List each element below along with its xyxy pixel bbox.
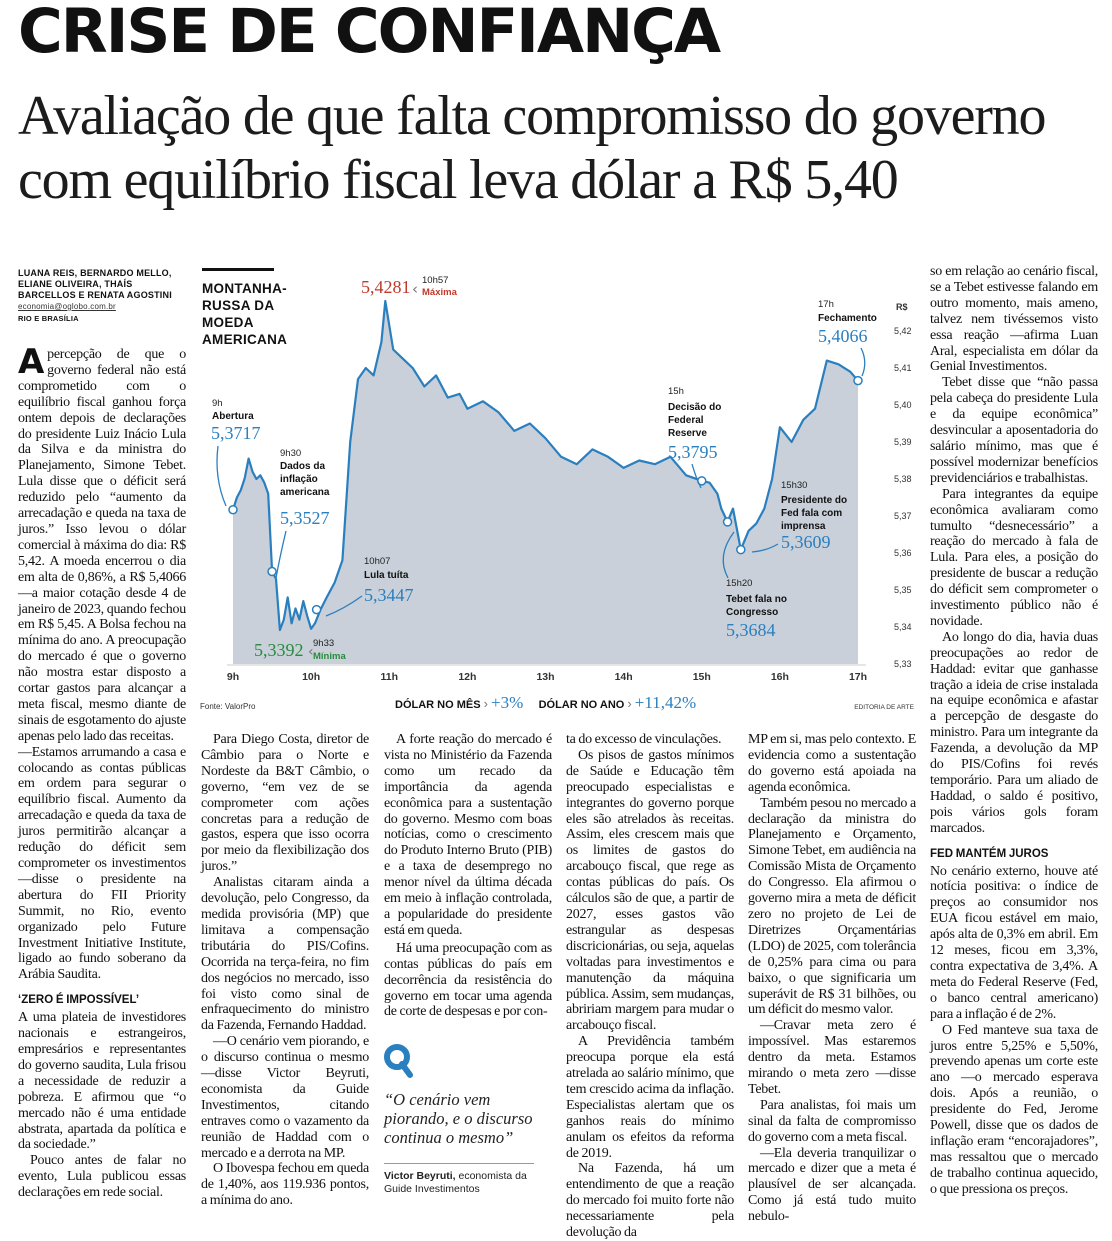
x-tick-label: 17h xyxy=(848,671,868,683)
annotation-time: 15h30 xyxy=(781,480,808,491)
paragraph: Analistas citaram ainda a devolução, pelo Congresso, da medida provisória (MP) que limitava a compensação tributária do PIS/Cofins. Ocorrida na terça-feira, no fim dos negócios no mercado, isso foi visto como sinal de enfraquecimento do ministro da Fazenda, Fernando Haddad. xyxy=(201,875,369,1034)
annotation-label: Lula tuíta xyxy=(364,570,409,581)
annotation-time: 10h07 xyxy=(364,556,391,567)
paragraph: O Fed manteve sua taxa de juros entre 5,25% e 5,50%, prevendo apenas um corte este ano —o mercado esperava dois. Após a reunião, o presidente do Fed, Jerome Powell, disse que os dados de inflação eram “encorajadores”, mas ressaltou que o mercado de trabalho continua aquecido, o que pressiona os preços. xyxy=(930,1022,1098,1197)
paragraph: Na Fazenda, há um entendimento de que a reação do mercado foi muito forte não necessariamente pela devolução da xyxy=(566,1161,734,1241)
chevron-right-icon: › xyxy=(627,696,632,711)
y-tick-label: 5,41 xyxy=(894,363,912,373)
x-tick-label: 9h xyxy=(226,671,240,683)
y-tick-label: 5,34 xyxy=(894,622,912,632)
headline: CRISE DE CONFIANÇA xyxy=(18,0,720,67)
quote-icon xyxy=(384,1043,412,1077)
annotation-arrow xyxy=(861,348,865,376)
annotation-label: Congresso xyxy=(726,607,779,618)
annotation-label: Tebet fala no xyxy=(726,594,787,605)
y-tick-label: 5,35 xyxy=(894,585,912,595)
paragraph: No cenário externo, houve até notícia positiva: o índice de preços ao consumidor nos EUA ficou estável em maio, após alta de 0,3% em abril. Em 12 meses, ficou em 3,3%, contra expectativa de 3,4%. A meta do Federal Reserve (Fed, o banco central americano) para a inflação é de 2%. xyxy=(930,863,1098,1022)
annotation-time: 9h xyxy=(212,398,223,409)
annotation-arrow xyxy=(276,531,286,578)
annotation-label: Mínima xyxy=(313,651,346,662)
annotation-label: americana xyxy=(280,487,330,498)
annotation-label: Máxima xyxy=(422,287,457,298)
paragraph: A Previdência também preocupa porque ela está atrelada ao salário mínimo, que tem crescido acima da inflação. Especialistas alertam que os ganhos reais do mínimo anulam os efeitos da reforma de 2019. xyxy=(566,1034,734,1161)
annotation-label: imprensa xyxy=(781,521,826,532)
paragraph: Para integrantes da equipe econômica avaliaram como tumulto “desnecessário” a reação do mercado à fala de Lula. Para eles, a posição do presidente de buscar a redução do déficit sem comprometer o investimento público não é novidade. xyxy=(930,486,1098,629)
paragraph: Apercepção de que o governo federal não está comprometido com o equilíbrio fiscal ganhou força ontem depois de declarações do presidente Luiz Inácio Lula da Silva e da ministra do Planejamento, Simone Tebet. Lula disse que o déficit será reduzido pelo “aumento da arrecadação e queda na taxa de juros.” Isso levou o dólar comercial à máxima do dia: R$ 5,42. A moeda encerrou o dia em alta de 0,86%, a R$ 5,4066 —a maior cotação desde 4 de janeiro de 2023, quando fechou em R$ 5,45. A Bolsa fechou na mínima do ano. A preocupação do mercado é que o governo não mostra estar disposto a cortar gastos para alcançar a meta fiscal, mesmo diante de sinais de esgotamento do ajuste apenas pelo lado das receitas. xyxy=(18,342,186,744)
data-point-marker xyxy=(854,377,862,385)
year-value: +11,42% xyxy=(634,693,697,712)
chart-source: Fonte: ValorPro xyxy=(200,702,256,711)
paragraph: Tebet disse que “não passa pela cabeça do presidente Lula e da equipe econômica” desvincular a aposentadoria do salário mínimo, mas que é possível modernizar benefícios previdenciários e trabalhistas. xyxy=(930,375,1098,486)
data-point-marker xyxy=(313,606,321,614)
section-heading: FED MANTÉM JUROS xyxy=(930,847,1049,860)
article-column-4 xyxy=(566,732,734,1241)
article-column-5 xyxy=(748,732,916,1225)
article-column-1 xyxy=(18,342,186,1201)
annotation-time: 9h30 xyxy=(280,448,302,459)
y-axis-unit: R$ xyxy=(896,302,908,312)
annotation-value: 5,3527 xyxy=(280,508,330,528)
annotation-value: 5,4066 xyxy=(818,326,868,346)
quote-role: economista da Guide Investimentos xyxy=(384,1170,527,1195)
paragraph: Também pesou no mercado a declaração da ministra do Planejamento e Orçamento, Simone Tebet, em audiência na Comissão Mista de Orçamento do Congresso. Ela afirmou o governo mira a meta de déficit zero no projeto de Lei de Diretrizes Orçamentárias (LDO) de 2025, com tolerância de 0,25% para cima ou para baixo, o que significaria um superávit de R$ 31 bilhões, ou um déficit do mesmo valor. xyxy=(748,795,916,1018)
month-value: +3% xyxy=(491,693,524,712)
deck-subheadline: Avaliação de que falta compromisso do governo com equilíbrio fiscal leva dólar a R$ 5,40 xyxy=(18,85,1046,211)
paragraph: Ao longo do dia, havia duas preocupações ao redor de Haddad: evitar que ganhasse tração a ideia de crise instalada na equipe econômica e afastar a percepção de desgaste do ministro. Para um integrante da Fazenda, a devolução da MP do PIS/Cofins foi revés temporário. Para um aliado de Haddad, o saldo é positivo, pois vários gols foram marcados. xyxy=(930,629,1098,836)
paragraph: Para Diego Costa, diretor de Câmbio para o Norte e Nordeste da B&T Câmbio, o governo, “em vez de se comprometer com ações concretas para a redução de gastos, espera que isso ocorra por meio da flexibilização dos juros.” xyxy=(201,732,369,875)
paragraph: Pouco antes de falar no evento, Lula publicou essas declarações em rede social. xyxy=(18,1153,186,1201)
year-label: DÓLAR NO ANO xyxy=(538,699,625,711)
annotation-time: 9h33 xyxy=(313,638,335,649)
month-label: DÓLAR NO MÊS xyxy=(395,699,481,711)
chevron-right-icon: › xyxy=(483,696,488,711)
y-tick-label: 5,39 xyxy=(894,437,912,447)
paragraph: A uma plateia de investidores nacionais e estrangeiros, empresários e representantes do governo saudita, Lula frisou a necessidade de reduzir a pobreza. E afirmou que “o mercado não é uma entidade abstrata, apartada da política e da sociedade.” xyxy=(18,1010,186,1153)
byline-authors: LUANA REIS, BERNARDO MELLO, ELIANE OLIVEIRA, THAÍS BARCELLOS E RENATA AGOSTINI xyxy=(18,268,172,300)
annotation-label: inflação xyxy=(280,474,318,485)
paragraph: Os pisos de gastos mínimos de Saúde e Educação têm preocupado especialistas e integrantes do governo porque eles são atrelados às receitas. Assim, eles crescem mais que os limites de gastos do arcabouço fiscal, que rege as contas públicas do país. Os cálculos são de que, a partir de 2027, esses gastos vão estrangular as despesas discricionárias, ou seja, aquelas voltadas para investimentos e manutenção da máquina pública. Assim, sem mudanças, abririam margem para mudar o arcabouço fiscal. xyxy=(566,747,734,1034)
annotation-value: 5,3684 xyxy=(726,620,776,640)
paragraph: —Ela deveria tranquilizar o mercado e dizer que a meta é plausível de ser alcançada. Como já está tudo muito nebulo- xyxy=(748,1145,916,1225)
paragraph: MP em si, mas pelo contexto. E evidencia como a sustentação do governo está apoiada na agenda econômica. xyxy=(748,732,916,795)
x-tick-label: 10h xyxy=(302,671,321,683)
annotation-value: 5,3609 xyxy=(781,532,831,552)
paragraph: Para analistas, foi mais um sinal da falta de compromisso do governo com a meta fiscal. xyxy=(748,1097,916,1145)
pull-quote: “O cenário vem piorando, e o discurso continua o mesmo” xyxy=(384,1090,533,1147)
article-column-2 xyxy=(201,732,369,1209)
chart-credit: EDITORIA DE ARTE xyxy=(854,704,914,711)
article-column-3 xyxy=(384,732,552,1020)
y-tick-label: 5,37 xyxy=(894,511,912,521)
annotation-label: Decisão do xyxy=(668,402,722,413)
y-tick-label: 5,42 xyxy=(894,326,912,336)
annotation-value: 5,3447 xyxy=(364,585,414,605)
y-tick-label: 5,33 xyxy=(894,659,912,669)
x-tick-label: 15h xyxy=(692,671,711,683)
y-tick-label: 5,40 xyxy=(894,400,912,410)
paragraph: —Cravar meta zero é impossível. Mas estaremos dentro da meta. Estamos mirando o meta zero —disse Tebet. xyxy=(748,1018,916,1097)
x-tick-label: 16h xyxy=(770,671,789,683)
paragraph: —O cenário vem piorando, e o discurso continua o mesmo —disse Victor Beyruti, economista da Guide Investimentos, citando entraves como o vazamento da reunião de Haddad com o mercado e a derrota na MP. xyxy=(201,1034,369,1161)
paragraph: —Estamos arrumando a casa e colocando as contas públicas em ordem para segurar o equilíbrio fiscal. Aumento da arrecadação e queda da taxa de juros permitirão alcançar a redução do déficit sem comprometer os investimentos —disse o presidente na abertura do FII Priority Summit, no Rio, evento organizado pelo Future Investment Initiative Institute, ligado ao fundo soberano da Arábia Saudita. xyxy=(18,744,186,983)
quote-name: Victor Beyruti, xyxy=(384,1170,456,1182)
paragraph: ta do excesso de vinculações. xyxy=(566,732,722,747)
x-tick-label: 13h xyxy=(536,671,555,683)
y-tick-label: 5,38 xyxy=(894,474,912,484)
annotation-time: 15h xyxy=(668,386,684,397)
dollar-chart xyxy=(196,266,918,718)
byline-city: RIO E BRASÍLIA xyxy=(18,314,79,323)
annotation-arrow xyxy=(217,446,226,506)
data-point-marker xyxy=(268,568,276,576)
annotation-value: 5,3392 xyxy=(254,640,304,660)
article-column-6 xyxy=(930,264,1098,1198)
annotation-label: Presidente do xyxy=(781,495,848,506)
dollar-change-summary xyxy=(395,693,696,713)
annotation-time: 10h57 xyxy=(422,275,449,286)
annotation-time: 17h xyxy=(818,299,834,310)
chevron-left-icon: ‹ xyxy=(412,280,418,298)
chart-plot xyxy=(196,266,918,696)
data-point-marker xyxy=(229,506,237,514)
section-heading: ‘ZERO É IMPOSSÍVEL’ xyxy=(18,994,140,1007)
x-tick-label: 12h xyxy=(458,671,477,683)
divider xyxy=(384,1163,534,1164)
paragraph: A forte reação do mercado é vista no Ministério da Fazenda como um recado da importância da agenda econômica para a sustentação do governo. Mesmo com boas notícias, como o crescimento do Produto Interno Bruto (PIB) e a taxa de desemprego no menor nível da última década em meio à inflação controlada, a popularidade do presidente está em queda. xyxy=(384,732,552,938)
annotation-label: Fed fala com xyxy=(781,508,843,519)
byline-email[interactable]: economia@oglobo.com.br xyxy=(18,302,116,311)
data-point-marker xyxy=(724,518,732,526)
annotation-value: 5,4281 xyxy=(361,277,411,297)
annotation-label: Fechamento xyxy=(818,313,877,324)
annotation-label: Dados da xyxy=(280,461,326,472)
y-tick-label: 5,36 xyxy=(894,548,912,558)
pull-quote-attribution xyxy=(384,1170,544,1196)
annotation-label: Reserve xyxy=(668,428,707,439)
paragraph: O Ibovespa fechou em queda de 1,40%, aos 119.936 pontos, a mínima do ano. xyxy=(201,1161,369,1209)
x-tick-label: 11h xyxy=(380,671,399,683)
annotation-value: 5,3717 xyxy=(211,423,261,443)
annotation-value: 5,3795 xyxy=(668,442,718,462)
byline xyxy=(18,268,188,324)
data-point-marker xyxy=(737,546,745,554)
chart-title: MONTANHA-RUSSA DA MOEDA AMERICANA xyxy=(202,281,288,347)
x-tick-label: 14h xyxy=(614,671,633,683)
annotation-label: Abertura xyxy=(212,411,254,422)
annotation-label: Federal xyxy=(668,415,704,426)
paragraph: so em relação ao cenário fiscal, se a Tebet estivesse falando em outro momento, mais ameno, talvez nem tivéssemos visto essa reação —afirma Luan Aral, especialista em dólar da Genial Investimentos. xyxy=(930,264,1098,375)
chevron-left-icon: ‹ xyxy=(308,644,314,660)
paragraph: Há uma preocupação com as contas públicas do país em decorrência da resistência do governo em tocar uma agenda de corte de despesas e por con- xyxy=(384,940,552,1020)
annotation-time: 15h20 xyxy=(726,578,753,589)
